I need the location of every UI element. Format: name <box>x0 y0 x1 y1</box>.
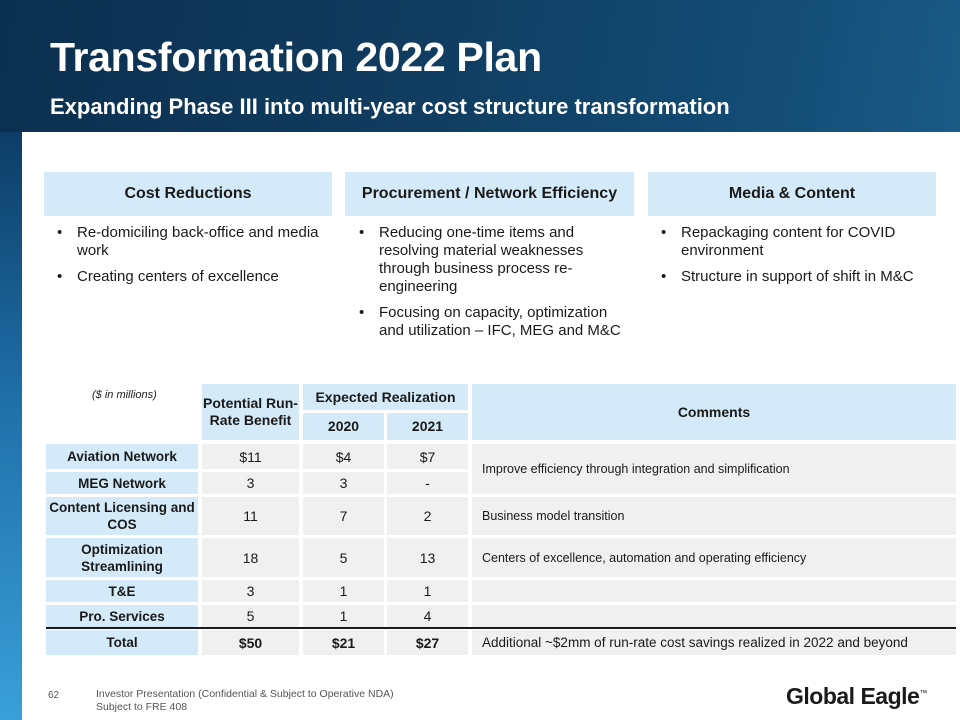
cell-2020: $4 <box>303 444 384 469</box>
comment-optimization: Centers of excellence, automation and operating efficiency <box>472 538 956 577</box>
bullet-item: • Re-domiciling back-office and media work <box>52 224 332 260</box>
header-banner <box>0 0 960 132</box>
page-number: 62 <box>48 690 60 701</box>
total-benefit: $50 <box>202 630 299 655</box>
trademark-mark: ™ <box>919 688 927 698</box>
bullet-list-cost-reductions <box>52 224 332 294</box>
units-note: ($ in millions) <box>92 389 157 401</box>
header-benefit: Potential Run-Rate Benefit <box>202 384 299 440</box>
cell-benefit: 3 <box>202 472 299 494</box>
cell-benefit: 5 <box>202 605 299 627</box>
total-comment: Additional ~$2mm of run-rate cost savings realized in 2022 and beyond <box>472 630 956 655</box>
header-expected-realization: Expected Realization <box>303 384 468 410</box>
header-2021: 2021 <box>387 413 468 440</box>
column-heading-cost-reductions: Cost Reductions <box>44 172 332 216</box>
header-comments: Comments <box>472 384 956 440</box>
footer-line-1: Investor Presentation (Confidential & Subject to Operative NDA) <box>96 688 394 700</box>
cell-2021: $7 <box>387 444 468 469</box>
column-heading-procurement: Procurement / Network Efficiency <box>345 172 634 216</box>
bullet-item: • Reducing one-time items and resolving material weaknesses through business process re-engineering <box>354 224 632 296</box>
cell-2021: - <box>387 472 468 494</box>
comment-empty <box>472 580 956 602</box>
row-label-content-licensing: Content Licensing and COS <box>46 497 198 535</box>
page-title: Transformation 2022 Plan <box>50 34 542 80</box>
bullet-item: • Structure in support of shift in M&C <box>656 268 938 286</box>
row-label-pro-services: Pro. Services <box>46 605 198 627</box>
cell-2021: 4 <box>387 605 468 627</box>
bullet-list-procurement <box>354 224 632 348</box>
cell-2021: 2 <box>387 497 468 535</box>
bullet-item: • Repackaging content for COVID environment <box>656 224 938 260</box>
comment-empty <box>472 605 956 627</box>
header-2020: 2020 <box>303 413 384 440</box>
cell-2020: 7 <box>303 497 384 535</box>
comment-content: Business model transition <box>472 497 956 535</box>
row-label-te: T&E <box>46 580 198 602</box>
global-eagle-logo <box>786 683 927 710</box>
row-label-aviation-network: Aviation Network <box>46 444 198 469</box>
footer-line-2: Subject to FRE 408 <box>96 701 188 713</box>
cell-2020: 1 <box>303 605 384 627</box>
bullet-list-media-content <box>656 224 938 294</box>
cell-2020: 1 <box>303 580 384 602</box>
left-accent-bar <box>0 132 22 720</box>
total-divider <box>46 627 956 629</box>
logo-text: Global Eagle <box>786 683 920 709</box>
cell-benefit: 18 <box>202 538 299 577</box>
cell-benefit: $11 <box>202 444 299 469</box>
total-2021: $27 <box>387 630 468 655</box>
bullet-item: • Focusing on capacity, optimization and utilization – IFC, MEG and M&C <box>354 304 632 340</box>
cell-2020: 5 <box>303 538 384 577</box>
cell-2021: 1 <box>387 580 468 602</box>
row-label-optimization: Optimization Streamlining <box>46 538 198 577</box>
page-subtitle: Expanding Phase III into multi-year cost structure transformation <box>50 94 730 119</box>
column-heading-media-content: Media & Content <box>648 172 936 216</box>
comment-network: Improve efficiency through integration and simplification <box>472 444 956 494</box>
cell-benefit: 11 <box>202 497 299 535</box>
row-label-meg-network: MEG Network <box>46 472 198 494</box>
cell-benefit: 3 <box>202 580 299 602</box>
footer-disclaimer <box>96 688 394 714</box>
total-2020: $21 <box>303 630 384 655</box>
cell-2021: 13 <box>387 538 468 577</box>
bullet-item: • Creating centers of excellence <box>52 268 332 286</box>
row-label-total: Total <box>46 630 198 655</box>
cell-2020: 3 <box>303 472 384 494</box>
